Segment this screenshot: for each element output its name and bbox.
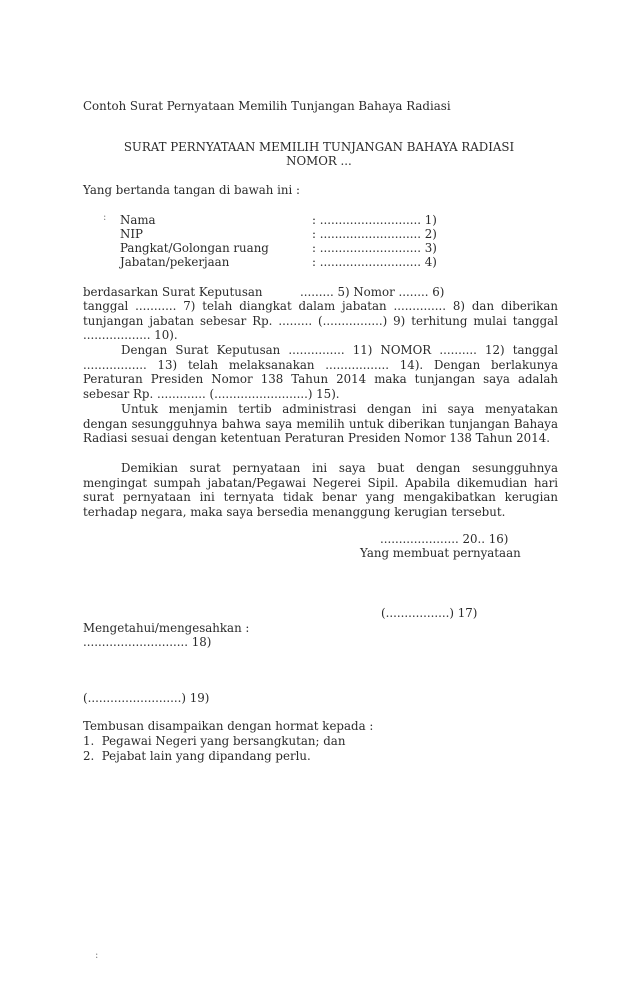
acknowledge-position: ............................ 18) (83, 635, 212, 649)
example-title: Contoh Surat Pernyataan Memilih Tunjangan Bahaya Radiasi (83, 99, 451, 113)
letter-number: NOMOR ... (286, 154, 352, 168)
paragraph-1-body: tanggal ........... 7) telah diangkat dalam jabatan .............. 8) dan diberikan tunjangan jabatan sebesar Rp. ......... (................) 9) terhitung mulai tanggal .................. 10). (83, 299, 558, 342)
letter-heading: SURAT PERNYATAAN MEMILIH TUNJANGAN BAHAYA RADIASI (123, 140, 515, 154)
signer-label: Yang membuat pernyataan (360, 546, 521, 560)
field-label-jabatan: Jabatan/pekerjaan (120, 255, 230, 269)
signer-name: (.................) 17) (381, 606, 478, 620)
cc-label: Tembusan disampaikan dengan hormat kepada : (83, 719, 374, 733)
field-label-pangkat: Pangkat/Golongan ruang (120, 241, 269, 255)
field-value-pangkat: : ........................... 3) (312, 241, 437, 255)
field-value-nama: : ........................... 1) (312, 213, 437, 227)
cc-item-1: 1. Pegawai Negeri yang bersangkutan; dan (83, 734, 346, 748)
field-label-nama: Nama (120, 213, 156, 227)
paragraph-1-line-1: berdasarkan Surat Keputusan ......... 5) Nomor ........ 6) (83, 285, 445, 299)
field-value-jabatan: : ........................... 4) (312, 255, 437, 269)
field-value-nip: : ........................... 2) (312, 227, 437, 241)
paragraph-3: Untuk menjamin tertib administrasi dengan ini saya menyatakan dengan sesungguhnya bahwa saya memilih untuk diberikan tunjangan Bahaya Radiasi sesuai dengan ketentuan Peraturan Presiden Nomor 138 Tahun 2014. (83, 402, 558, 445)
paragraph-4: Demikian surat pernyataan ini saya buat dengan sesungguhnya mengingat sumpah jabatan/Pegawai Negerei Sipil. Apabila dikemudian hari surat pernyataan ini ternyata tidak benar yang mengakibatkan kerugian terhadap negara, maka saya bersedia menanggung kerugian tersebut. (83, 461, 558, 519)
cc-item-2: 2. Pejabat lain yang dipandang perlu. (83, 749, 311, 763)
paragraph-2: Dengan Surat Keputusan ............... 11) NOMOR .......... 12) tanggal ................. 13) telah melaksanakan ................. 14). Dengan berlakunya Peraturan Presiden Nomor 138 Tahun 2014 maka tunjangan saya adalah sebesar Rp. ............. (.........................) 15). (83, 343, 558, 401)
intro-text: Yang bertanda tangan di bawah ini : (83, 183, 300, 197)
field-label-nip: NIP (120, 227, 143, 241)
acknowledge-label: Mengetahui/mengesahkan : (83, 621, 250, 635)
acknowledge-name: (.........................) 19) (83, 691, 210, 705)
scan-mark-bottom: : (95, 950, 99, 961)
scan-mark: : (103, 212, 107, 223)
place-date: ..................... 20.. 16) (380, 532, 509, 546)
